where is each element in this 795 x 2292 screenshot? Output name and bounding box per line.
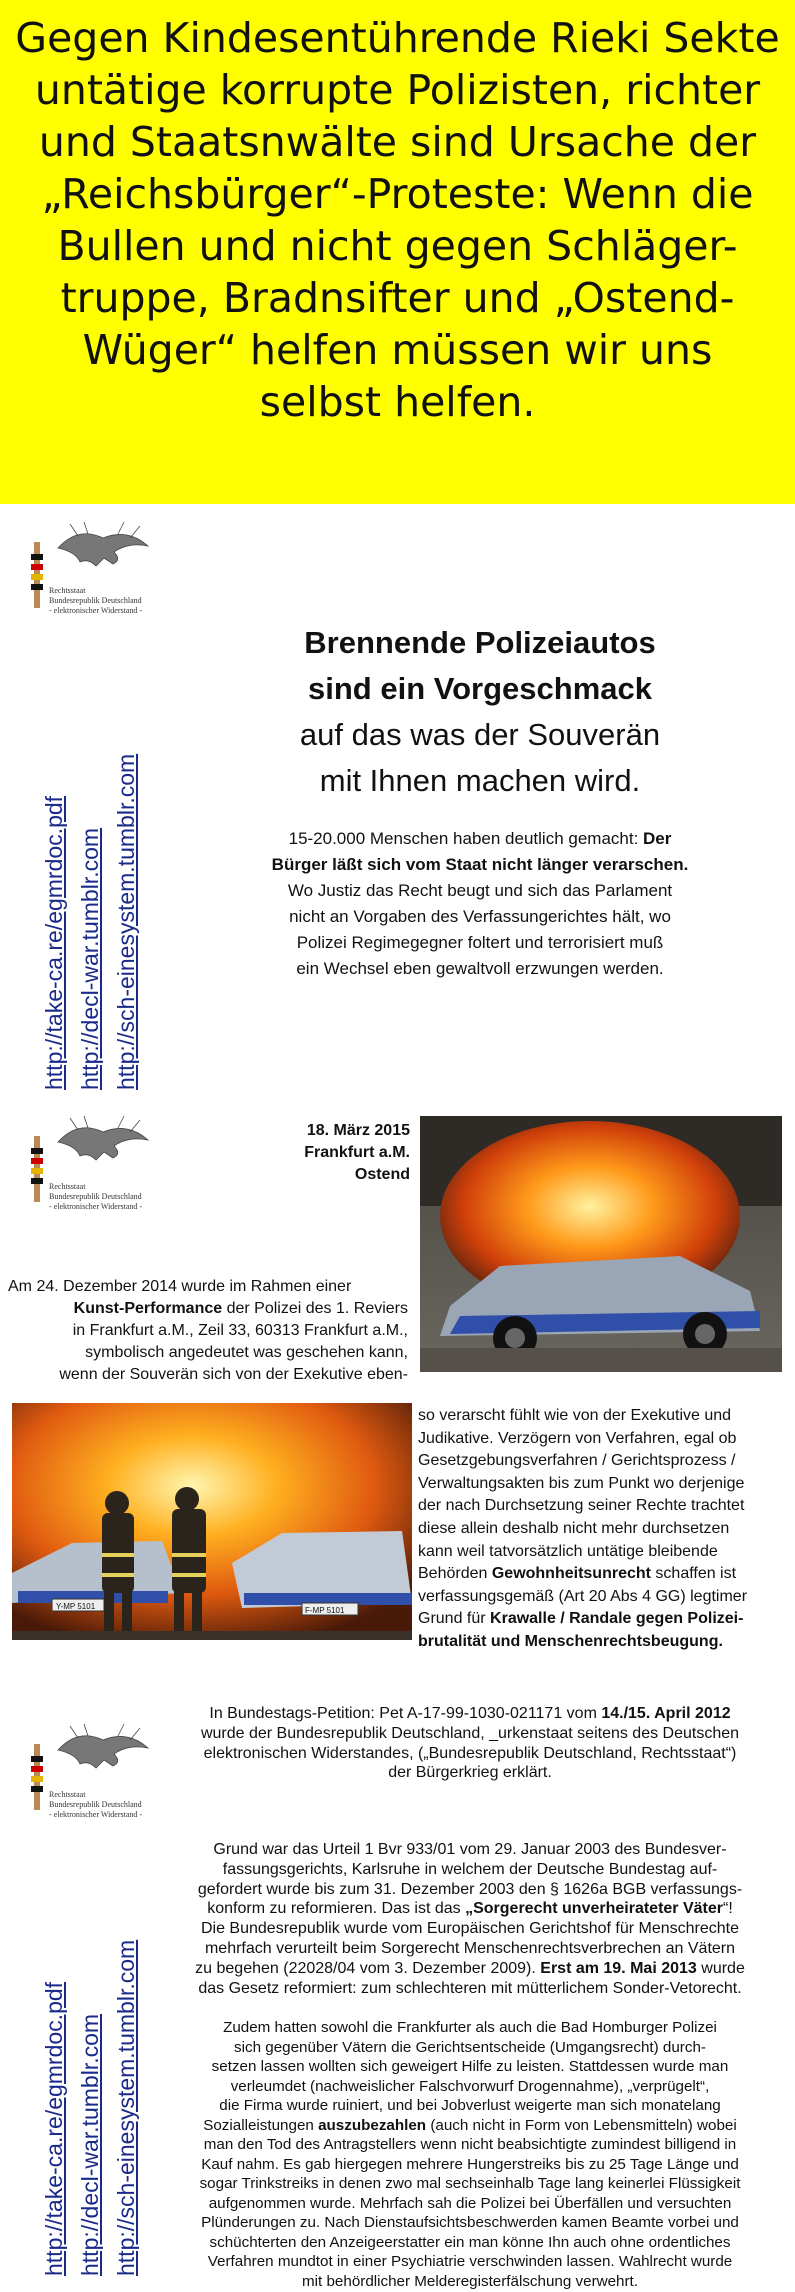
para-line: Die Bundesrepublik wurde vom Europäischen Gerichtshof für Menschrechte [200,1920,740,1938]
logo-text: - elektronischer Widerstand - [49,1810,143,1819]
judiciary-paragraph [418,1405,788,1654]
link-decl-war[interactable]: http://decl-war.tumblr.com [77,2013,103,2276]
para-bold: Bürger läßt sich vom Staat nicht länger verarschen. [271,855,689,874]
para-line: kann weil tatvorsätzlich untätige bleibende [418,1542,718,1560]
vertical-links [36,754,144,1090]
headline-line: sind ein Vorgeschmack [308,671,652,706]
para-line: Verwaltungsakten bis zum Punkt wo derjenige [418,1474,745,1492]
para-text: 15-20.000 Menschen haben deutlich gemacht: [288,829,644,848]
logo-text: Bundesrepublik Deutschland [49,1192,142,1201]
para-text: Sozialleistungen [203,2116,319,2134]
banner-line: „Reichsbürger“-Proteste: Wenn die [41,170,754,218]
para-text: zu begehen (22028/04 vom 3. Dezember 2009). [195,1959,541,1977]
para-line: Plünderungen zu. Nach Dienstaufsichtsbeschwerden kamen Beamte vorbei und [201,2214,739,2231]
vertical-links [36,1940,144,2276]
para-bold: „Sorgerecht unverheirateter Väter [465,1900,723,1918]
para-line: der nach Durchsetzung seiner Rechte trachtet [418,1497,745,1515]
para-line: Zudem hatten sowohl die Frankfurter als auch die Bad Homburger Polizei [223,2019,717,2036]
para-line: das Gesetz reformiert: zum schlechteren mit mütterlichem Sonder-Vetorecht. [198,1979,742,1997]
para-bold: auszubezahlen [318,2116,427,2134]
petition-intro [160,1704,780,1783]
banner-line: und Staatsnwälte sind Ursache der [38,118,757,166]
logo-text: Rechtsstaat [49,1790,86,1799]
para-text: Behörden [418,1565,492,1583]
logo-text: - elektronischer Widerstand - [49,606,143,615]
para-line: der Bürgerkrieg erklärt. [388,1764,552,1782]
para-line: Wo Justiz das Recht beugt und sich das Parlament [287,881,673,900]
para-bold: Kunst-Performance [73,1300,223,1317]
para-text: “! [722,1900,733,1918]
para-bold: Erst am 19. Mai 2013 [540,1959,697,1977]
license-plate: Y-MP 5101 [56,1602,96,1611]
para-line: diese allein deshalb nicht mehr durchsetzen [418,1519,730,1537]
para-line: Polizei Regimegegner foltert und terrorisiert muß [296,933,664,952]
para-text: Grund für [418,1610,491,1628]
para-line: mehrfach verurteilt beim Sorgerecht Menschenrechtsverbrechen an Vätern [204,1939,736,1957]
para-line: Am 24. Dezember 2014 wurde im Rahmen einer [8,1278,352,1295]
para-text: In Bundestags-Petition: Pet A-17-99-1030-021171 vom [209,1705,602,1722]
para-line: ein Wechsel eben gewaltvoll erzwungen werden. [296,959,664,978]
firefighters-burning-cars-photo [12,1403,412,1640]
performance-paragraph [0,1276,408,1386]
para-line: die Firma wurde ruiniert, und bei Jobverlust weigerte man sich monatelang [219,2097,721,2114]
banner-line: Wüger“ helfen müssen wir uns [82,326,713,374]
para-line: wurde der Bundesrepublik Deutschland, _urkenstaat seitens des Deutschen [200,1724,740,1742]
para-text: wurde [696,1959,745,1977]
intro-paragraph [190,826,770,982]
logo [18,518,178,628]
subheadline-line: auf das was der Souverän [299,717,661,752]
link-sch-einesystem[interactable]: http://sch-einesystem.tumblr.com [113,1939,139,2276]
para-line: Judikative. Verzögern von Verfahren, egal ob [418,1429,737,1447]
para-line: setzen lassen wollten sich geweigert Hilfe zu leisten. Stattdessen wurde man [211,2058,729,2075]
para-line: schüchterten den Anzeigeerstatter ein man könne Ihn auch ohne ordentliches [209,2233,731,2251]
para-bold: Krawalle / Randale gegen Polizei- [490,1610,744,1628]
para-line: in Frankfurt a.M., Zeil 33, 60313 Frankfurt a.M., [72,1322,408,1339]
title-banner [0,0,795,504]
police-complaint-paragraph [160,2018,780,2291]
para-bold: Der [643,829,672,848]
para-line: verleumdet (nachweislicher Falschvorwurf Drogennahme), „verprügelt“, [230,2077,710,2095]
logo [18,1112,178,1222]
logo-text: - elektronischer Widerstand - [49,1202,143,1211]
link-egmrdoc[interactable]: http://take-ca.re/egmrdoc.pdf [41,1981,67,2276]
link-sch-einesystem[interactable]: http://sch-einesystem.tumblr.com [113,753,139,1090]
license-plate: F-MP 5101 [305,1606,345,1615]
para-text: konform zu reformieren. Das ist das [207,1900,466,1918]
subheadline-line: mit Ihnen machen wird. [319,763,641,798]
para-line: gefordert wurde bis zum 31. Dezember 2003 den § 1626a BGB verfassungs- [197,1880,743,1898]
para-line: mit behördlicher Melderegisterfälschung verwehrt. [302,2272,638,2290]
para-line: wenn der Souverän sich von der Exekutive eben- [59,1366,408,1383]
logo [18,1720,178,1830]
para-line: nicht an Vorgaben des Verfassungerichtes hält, wo [289,907,671,926]
logo-text: Bundesrepublik Deutschland [49,596,142,605]
banner-line: Bullen und nicht gegen Schläger- [57,222,738,270]
headline [190,620,770,712]
banner-line: selbst helfen. [259,378,536,426]
para-line: elektronischen Widerstandes, („Bundesrepublik Deutschland, Rechtsstaat“) [203,1744,737,1762]
logo-text: Bundesrepublik Deutschland [49,1800,142,1809]
para-line: fassungsgerichts, Karlsruhe in welchem der Deutsche Bundestag auf- [222,1860,718,1878]
para-bold: 14./15. April 2012 [601,1705,731,1722]
para-line: Grund war das Urteil 1 Bvr 933/01 vom 29. Januar 2003 des Bundesver- [213,1841,727,1858]
para-line: Kauf nahm. Es gab hiergegen mehrere Hungerstreiks bis zu 25 Tage Länge und [201,2155,739,2173]
burning-police-car-photo [420,1116,782,1372]
court-ruling-paragraph [160,1840,780,1998]
para-text: der Polizei des 1. Reviers [222,1300,408,1317]
para-line: sogar Trinkstreiks in denen zwo mal sechseinhalb Tage lang keinerlei Flüssigkeit [199,2175,741,2192]
para-text: schaffen ist [650,1565,737,1583]
date-text: 18. März 2015 [306,1122,410,1139]
banner-line: truppe, Bradnsifter und „Ostend- [60,274,735,322]
para-line: sich gegenüber Vätern die Gerichtsentscheide (Umgangsrecht) durch- [234,2038,706,2056]
para-bold: Gewohnheitsunrecht [491,1565,651,1583]
banner-line: untätige korrupte Polizisten, richter [34,66,761,114]
logo-text: Rechtsstaat [49,586,86,595]
link-decl-war[interactable]: http://decl-war.tumblr.com [77,827,103,1090]
para-line: Gesetzgebungsverfahren / Gerichtsprozess / [418,1452,736,1470]
link-egmrdoc[interactable]: http://take-ca.re/egmrdoc.pdf [41,795,67,1090]
para-line: aufgenommen wurde. Mehrfach sah die Polizei bei Überfällen und versuchten [208,2194,732,2212]
para-line: so verarscht fühlt wie von der Exekutive und [418,1407,732,1424]
para-line: verfassungsgemäß (Art 20 Abs 4 GG) legtimer [418,1587,748,1605]
para-line: symbolisch angedeutet was geschehen kann, [85,1344,408,1361]
banner-line: Gegen Kindesentührende Rieki Sekte [15,14,780,62]
headline-line: Brennende Polizeiautos [304,625,656,660]
section1 [190,620,770,982]
location-text: Ostend [354,1166,410,1183]
para-text: (auch nicht in Form von Lebensmitteln) wobei [426,2116,737,2134]
para-bold: brutalität und Menschenrechtsbeugung. [418,1632,723,1650]
date-location [250,1120,410,1186]
para-line: Verfahren mundtot in einer Psychiatrie verschwinden lassen. Wahlrecht wurde [207,2253,733,2270]
para-line: man den Tod des Antragstellers wenn nicht beabsichtigte zumindest billigend in [203,2136,737,2153]
logo-text: Rechtsstaat [49,1182,86,1191]
subheadline [190,712,770,804]
location-text: Frankfurt a.M. [304,1144,410,1161]
